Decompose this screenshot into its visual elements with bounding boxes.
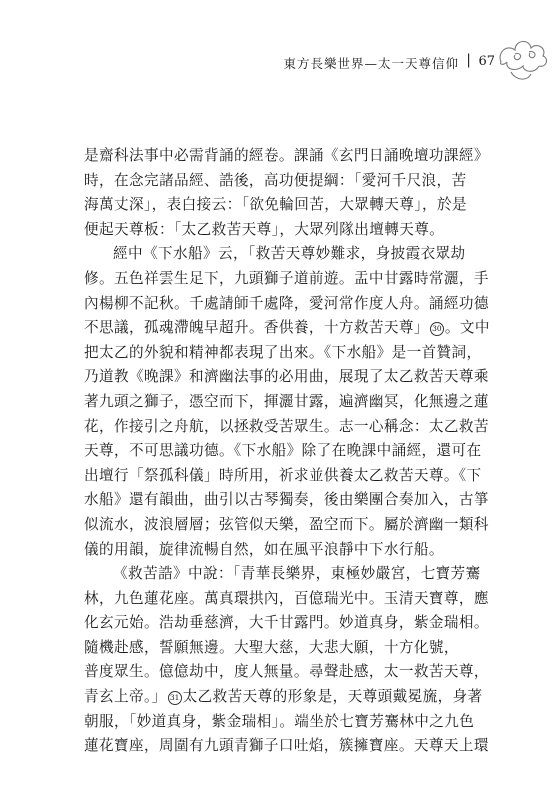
text-line xyxy=(84,562,524,587)
text-line xyxy=(84,710,524,735)
text-line xyxy=(84,242,524,267)
text-line xyxy=(84,341,524,366)
page-number: 67 xyxy=(478,54,495,69)
text-line xyxy=(84,316,524,341)
text-line-continuation: 。文中 xyxy=(444,319,490,337)
text-line xyxy=(84,464,524,489)
text-line xyxy=(84,660,524,685)
text-line xyxy=(84,587,524,612)
text-line-content: 普度眾生。億億劫中，度人無量。尋聲赴感，太一救苦天尊， xyxy=(84,663,489,681)
text-line-content: 出壇行「祭孤科儀」時所用，祈求並供養太乙救苦天尊。《下 xyxy=(84,466,482,484)
footnote-marker: 30 xyxy=(430,322,444,336)
text-line-content: 修。五色祥雲生足下，九頭獅子道前遊。盂中甘露時常灑，手 xyxy=(84,269,489,287)
text-line xyxy=(84,292,524,317)
body-text xyxy=(84,144,524,759)
text-line-content: 時，在念完諸品經、誥後，高功便提綱：「愛河千尺浪，苦 xyxy=(84,171,467,189)
text-line xyxy=(84,365,524,390)
header-separator: | xyxy=(466,52,471,68)
text-line-content: 林，九色蓮花座。萬真環拱內，百億瑞光中。玉清天寶尊，應 xyxy=(84,589,489,607)
text-line-content: 乃道教《晚課》和濟幽法事的必用曲，展現了太乙救苦天尊乘 xyxy=(84,368,489,386)
footnote-marker: 31 xyxy=(168,691,182,705)
text-line xyxy=(84,169,524,194)
text-line-content: 花，作接引之舟航，以拯救受苦眾生。志一心稱念：太乙救苦 xyxy=(84,417,489,435)
text-line-content: 著九頭之獅子，憑空而下，揮灑甘露，遍濟幽冥，化無邊之蓮 xyxy=(84,392,489,410)
text-line-content: 海萬丈深」，表白接云：「欲免輪回苦，大眾轉天尊」，於是 xyxy=(84,196,467,214)
text-line-content: 青玄上帝。」 xyxy=(84,688,167,706)
auspicious-cloud-ornament-icon xyxy=(491,28,553,90)
text-line xyxy=(84,267,524,292)
text-line xyxy=(84,144,524,169)
text-line-content: 朝服，「妙道真身，紫金瑞相」。端坐於七寶芳騫林中之九色 xyxy=(84,712,475,730)
text-line-content: 似流水，波浪層層；弦管似天樂，盈空而下。屬於濟幽一類科 xyxy=(84,515,489,533)
text-line xyxy=(84,218,524,243)
text-line-content: 經中《下水船》云，「救苦天尊妙難求，身披霞衣眾劫 xyxy=(113,245,466,263)
text-line xyxy=(84,513,524,538)
text-line xyxy=(84,611,524,636)
text-line xyxy=(84,488,524,513)
running-title: 東方長樂世界—太一天尊信仰 xyxy=(283,56,459,71)
text-line xyxy=(84,193,524,218)
text-line xyxy=(84,439,524,464)
text-line-content: 《救苦誥》中說：「青華長樂界，東極妙嚴宮，七寶芳騫 xyxy=(113,565,481,583)
text-line-content: 化玄元始。浩劫垂慈濟，大千甘露門。妙道真身，紫金瑞相。 xyxy=(84,614,489,632)
running-header xyxy=(0,52,559,78)
text-line xyxy=(84,685,524,710)
text-line-content: 便起天尊板：「太乙救苦天尊」，大眾列隊出壇轉天尊。 xyxy=(84,220,445,238)
text-line-content: 內楊柳不記秋。千處請師千處降，愛河常作度人舟。誦經功德 xyxy=(84,294,489,312)
text-line xyxy=(84,390,524,415)
text-line xyxy=(84,734,524,759)
text-line-content: 水船》還有韻曲，曲引以古琴獨奏，後由樂團合奏加入，古箏 xyxy=(84,491,489,509)
text-line-continuation: 太乙救苦天尊的形象是，天尊頭戴冕旒，身著 xyxy=(182,688,483,706)
text-line-content: 把太乙的外貌和精神都表現了出來。《下水船》是一首贊詞， xyxy=(84,343,482,361)
text-line xyxy=(84,538,524,563)
text-line-content: 隨機赴感，誓願無邊。大聖大慈，大悲大願，十方化號， xyxy=(84,638,459,656)
text-line xyxy=(84,636,524,661)
text-line-content: 是齋科法事中必需背誦的經卷。課誦《玄門日誦晚壇功課經》 xyxy=(84,147,489,164)
text-line-content: 儀的用韻，旋律流暢自然，如在風平浪靜中下水行船。 xyxy=(84,540,444,558)
text-line-content: 不思議，孤魂滯魄早超升。香供養，十方救苦天尊」 xyxy=(84,319,429,337)
text-line-content: 天尊，不可思議功德。《下水船》除了在晚課中誦經，還可在 xyxy=(84,442,482,460)
text-line xyxy=(84,415,524,440)
text-line-content: 蓮花寶座，周圍有九頭青獅子口吐焰，簇擁寶座。天尊天上環 xyxy=(84,737,489,755)
